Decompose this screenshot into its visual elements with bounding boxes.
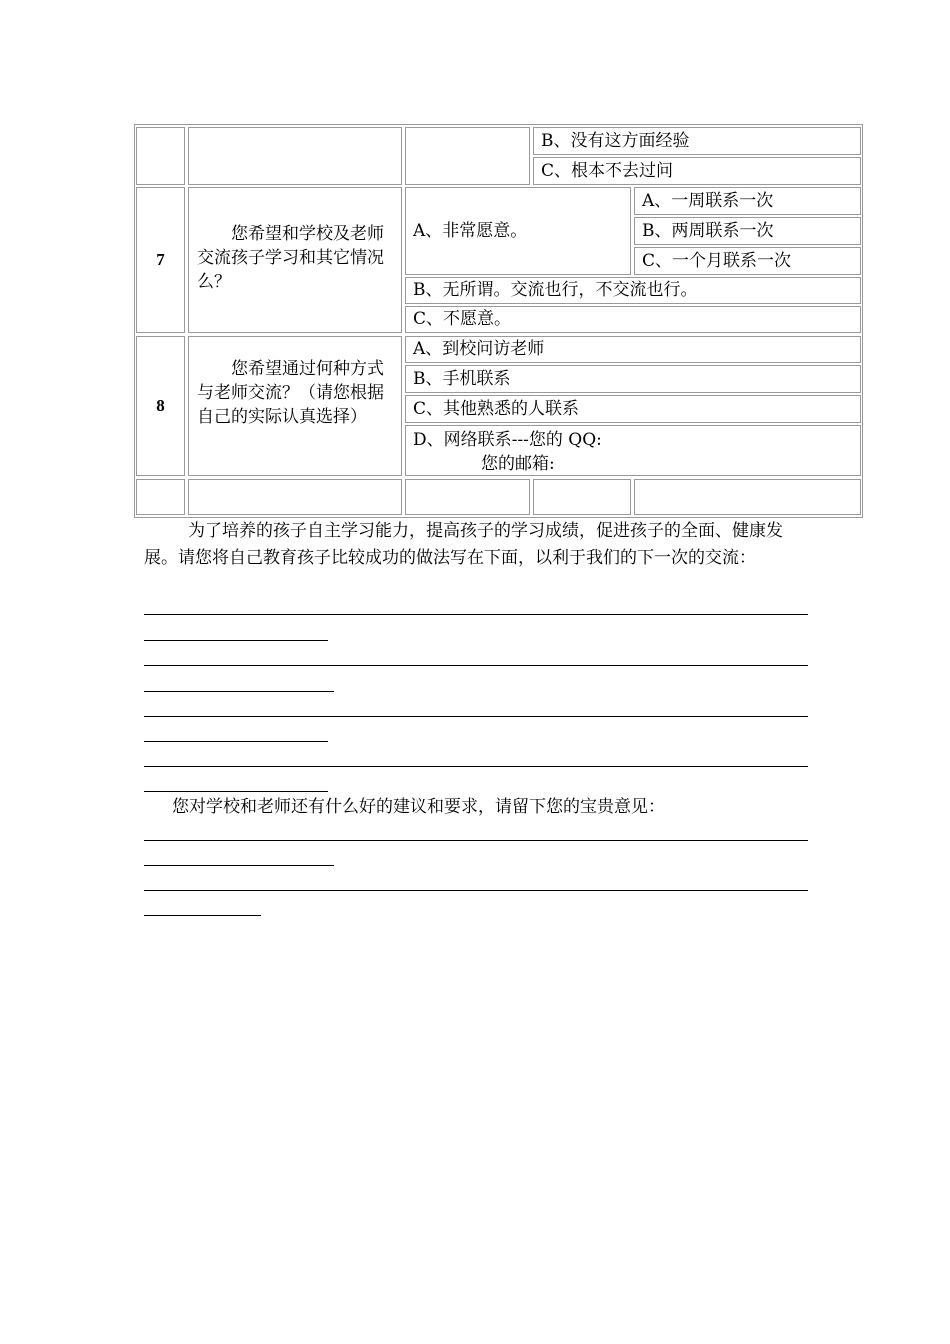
prev-option-c: C、根本不去过问 [533,157,861,185]
q7-sub-option-c: C、一个月联系一次 [634,247,861,275]
answer-line[interactable] [144,791,328,792]
q7-option-c: C、不愿意。 [405,306,861,333]
suggestion-line[interactable] [144,890,808,891]
q8-question-text: 您希望通过何种方式与老师交流？（请您根据自己的实际认真选择） [197,359,384,427]
q8-option-d-qq: D、网络联系---您的 QQ: [413,430,602,450]
q7-question [188,187,402,333]
q8-option-c: C、其他熟悉的人联系 [405,395,861,423]
answer-line[interactable] [144,691,334,692]
empty-row-cell-3 [405,479,530,515]
empty-row-cell-4 [533,479,631,515]
suggestion-line[interactable] [144,840,808,841]
q7-option-a: A、非常愿意。 [405,187,631,275]
q7-question-text: 您希望和学校及老师交流孩子学习和其它情况么？ [197,224,384,292]
answer-line[interactable] [144,640,328,641]
q7-option-b: B、无所谓。交流也行，不交流也行。 [405,277,861,304]
suggestion-paragraph: 您对学校和老师还有什么好的建议和要求，请留下您的宝贵意见： [172,797,665,817]
q7-sub-option-b: B、两周联系一次 [634,217,861,245]
empty-row-cell-5 [634,479,861,515]
empty-row-cell-2 [188,479,402,515]
q8-number: 8 [136,336,185,476]
suggestion-line[interactable] [144,865,334,866]
answer-line[interactable] [144,716,808,717]
answer-line[interactable] [144,741,328,742]
prev-option-b: B、没有这方面经验 [533,127,861,155]
q8-option-d [405,425,861,476]
q7-sub-option-a: A、一周联系一次 [634,187,861,215]
prev-option-cell [405,127,530,185]
answer-line[interactable] [144,665,808,666]
prev-question-cell [188,127,402,185]
q8-option-a: A、到校问访老师 [405,336,861,363]
q7-number: 7 [136,187,185,333]
prev-number-cell [136,127,185,185]
answer-line[interactable] [144,766,808,767]
q8-option-d-email: 您的邮箱: [481,454,555,474]
q8-question [188,336,402,476]
suggestion-line[interactable] [144,915,261,916]
answer-line[interactable] [144,614,808,615]
method-paragraph: 为了培养的孩子自主学习能力，提高孩子的学习成绩，促进孩子的全面、健康发展。请您将自己教育孩子比较成功的做法写在下面，以利于我们的下一次的交流： [144,521,783,568]
q8-option-b: B、手机联系 [405,365,861,393]
empty-row-cell-1 [136,479,185,515]
